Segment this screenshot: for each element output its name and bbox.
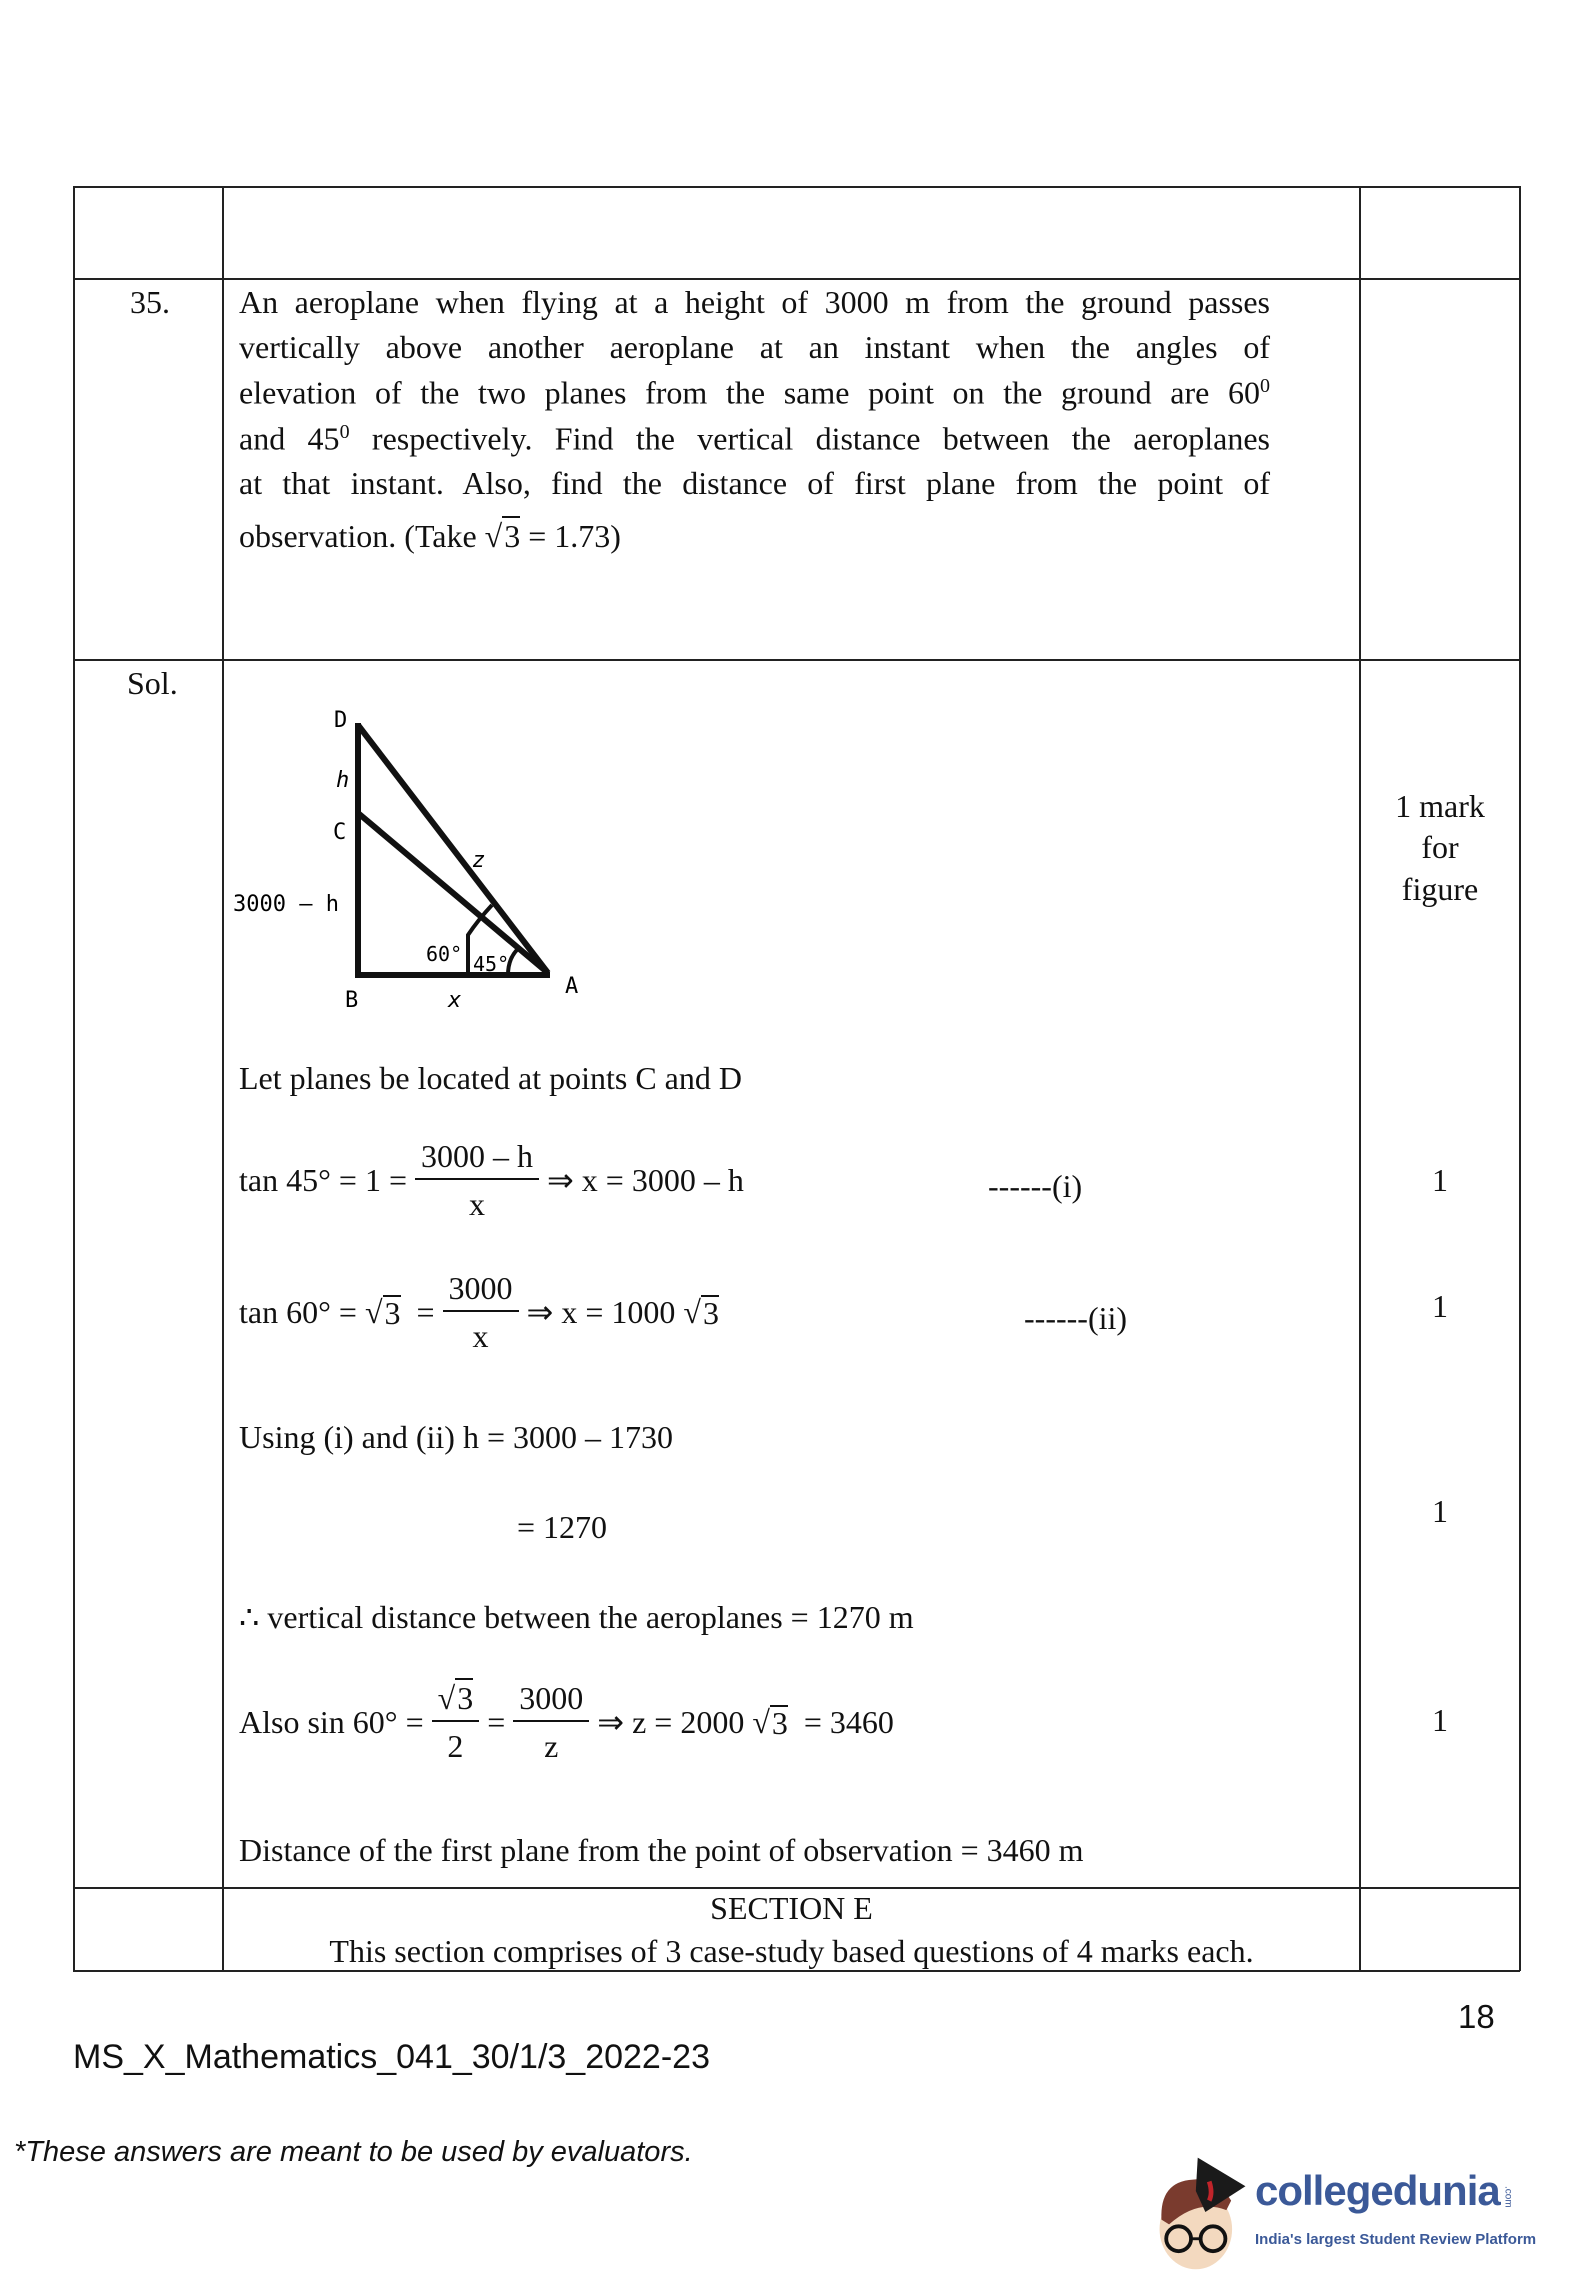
- label-b: B: [345, 988, 359, 1013]
- equation-1: [239, 1140, 744, 1220]
- mascot-icon: [1150, 2150, 1255, 2275]
- solution-conclusion: ∴ vertical distance between the aeroplanes = 1270 m: [239, 1599, 914, 1635]
- solution-result: = 1270: [517, 1509, 608, 1545]
- page-number: 18: [1458, 1998, 1495, 2035]
- mark: 1: [1432, 1702, 1448, 1738]
- solution-intro: Let planes be located at points C and D: [239, 1060, 742, 1096]
- mark: 1: [1432, 1493, 1448, 1529]
- fraction: [443, 1272, 519, 1352]
- equals: =: [416, 1294, 435, 1330]
- mark: 1: [1432, 1288, 1448, 1324]
- eq-lhs: tan 60° =: [239, 1294, 357, 1330]
- text: observation. (Take: [239, 518, 477, 554]
- label-c: C: [333, 820, 347, 845]
- table-border: [73, 186, 75, 1971]
- denominator: x: [468, 1186, 485, 1222]
- fraction: [432, 1682, 480, 1762]
- root: 3: [457, 1680, 474, 1716]
- label-x: x: [448, 988, 462, 1013]
- fraction: [415, 1140, 539, 1220]
- disclaimer: *These answers are meant to be used by evaluators.: [14, 2136, 693, 2168]
- equation-2: tan 60° = √ 3 = $\frac{3000}{x}$ ⇒ x = 1000 √ 3: [239, 1270, 719, 1354]
- question-line: at that instant. Also, find the distance of first plane from the point of: [239, 465, 1270, 501]
- numerator: 3000 – h: [415, 1140, 539, 1180]
- label-45: 45°: [473, 952, 510, 976]
- triangle-figure: [230, 695, 600, 1015]
- question-line: observation. (Take √3 = 1.73): [239, 518, 621, 554]
- table-border: [73, 1970, 1520, 1972]
- label-h: h: [336, 768, 350, 793]
- mark-text: figure: [1401, 871, 1479, 907]
- solution-step: Using (i) and (ii) h = 3000 – 1730: [239, 1419, 673, 1455]
- question-line: An aeroplane when flying at a height of 3000 m from the ground passes: [239, 284, 1270, 320]
- denominator: 2: [447, 1728, 464, 1764]
- denominator: z: [544, 1728, 559, 1764]
- question-line: [239, 376, 1270, 409]
- table-border: [73, 186, 1520, 188]
- mark-text: 1 mark: [1395, 788, 1485, 824]
- label-60: 60°: [426, 942, 463, 966]
- solution-label: Sol.: [127, 665, 178, 701]
- text: respectively. Find the vertical distance between the aeroplanes: [371, 420, 1271, 457]
- root: 3: [702, 1295, 719, 1331]
- text: and 45: [239, 420, 340, 457]
- text: elevation of the two planes from the same point on the ground are 60: [239, 374, 1260, 411]
- line-da: [358, 725, 548, 973]
- eq-rhs: ⇒ x = 1000: [526, 1294, 676, 1330]
- table-border: [73, 278, 1520, 280]
- section-description: This section comprises of 3 case-study based questions of 4 marks each.: [329, 1933, 1254, 1969]
- equals: =: [487, 1704, 506, 1740]
- root: 3: [384, 1295, 401, 1331]
- sup: 0: [339, 421, 350, 443]
- label-z: z: [472, 848, 486, 873]
- equation-3: Also sin 60° = $\frac{√3}{2}$ = $\frac{3000}{z}$ ⇒ z = 2000 √ 3 = 3460: [239, 1680, 894, 1764]
- label-d: D: [334, 708, 348, 733]
- eq-tail: = 3460: [803, 1704, 894, 1740]
- logo-suffix: .com: [1502, 2186, 1514, 2208]
- table-border: [222, 186, 224, 1971]
- label-side: 3000 – h: [233, 892, 339, 917]
- sup: 0: [1260, 375, 1270, 397]
- question-line: vertically above another aeroplane at an instant when the angles of: [239, 329, 1270, 365]
- equation-tag: ------(i): [988, 1168, 1083, 1204]
- numerator: 3000: [443, 1272, 519, 1312]
- fraction: [513, 1682, 589, 1762]
- eq-lhs: Also sin 60° =: [239, 1704, 424, 1740]
- table-border: [73, 1887, 1520, 1889]
- question-line: [239, 422, 1270, 455]
- logo-tagline: India's largest Student Review Platform: [1255, 2231, 1537, 2248]
- eq-rhs: ⇒ x = 3000 – h: [546, 1162, 744, 1198]
- text: = 1.73): [528, 518, 621, 554]
- section-title: SECTION E: [710, 1890, 873, 1926]
- root: 3: [771, 1705, 788, 1741]
- denominator: x: [472, 1318, 489, 1354]
- solution-final: Distance of the first plane from the point of observation = 3460 m: [239, 1832, 1084, 1868]
- mark-text: for: [1421, 829, 1459, 865]
- root: 3: [504, 518, 521, 554]
- angle-45-arc: [508, 947, 520, 975]
- numerator: √3: [432, 1682, 480, 1722]
- table-border: [73, 659, 1520, 661]
- label-a: A: [565, 974, 579, 999]
- eq-rhs: ⇒ z = 2000: [597, 1704, 745, 1740]
- logo-wordmark-row: [1255, 2167, 1514, 2214]
- collegedunia-logo: [1150, 2150, 1571, 2275]
- equation-tag: ------(ii): [1024, 1300, 1128, 1336]
- eq-lhs: tan 45° = 1 =: [239, 1162, 407, 1198]
- mark: 1: [1432, 1162, 1448, 1198]
- document-code: MS_X_Mathematics_041_30/1/3_2022-23: [73, 2038, 710, 2076]
- logo-wordmark: collegedunia: [1255, 2167, 1500, 2214]
- question-number: 35.: [130, 284, 170, 320]
- numerator: 3000: [513, 1682, 589, 1722]
